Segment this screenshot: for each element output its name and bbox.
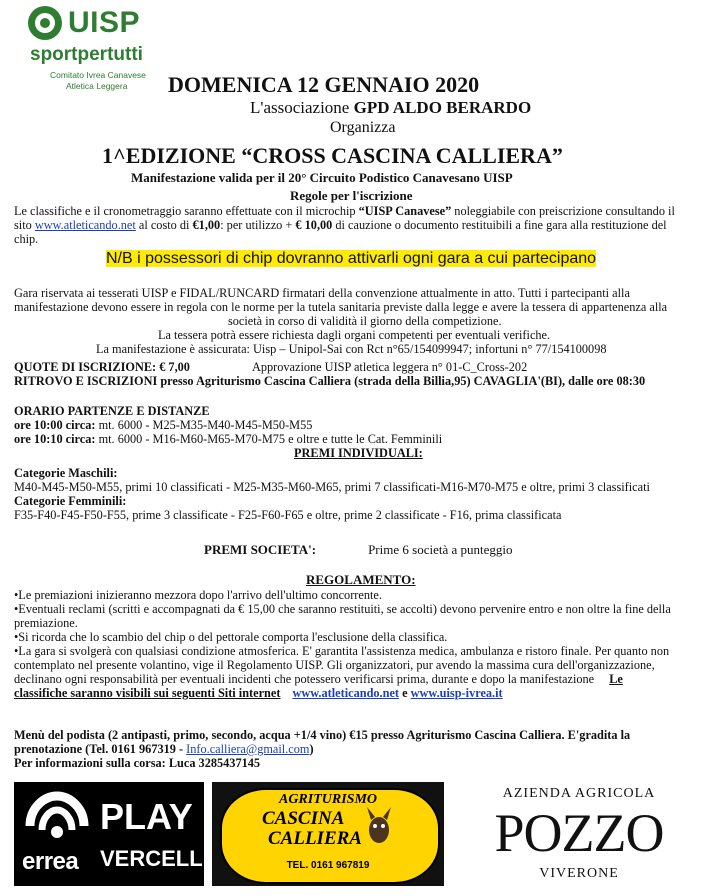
uisp-emblem-icon	[28, 6, 62, 40]
logo-sub2: Atletica Leggera	[66, 81, 128, 91]
agri-title: AGRITURISMO	[278, 792, 378, 807]
errea-emblem-icon	[20, 790, 94, 846]
agri-calliera: CALLIERA	[268, 828, 362, 849]
event-date: DOMENICA 12 GENNAIO 2020	[168, 72, 480, 97]
vercelli-label: VERCELLI	[100, 846, 209, 871]
association-name: GPD ALDO BERARDO	[353, 98, 532, 117]
logo-sub1: Comitato Ivrea Canavese	[50, 70, 146, 80]
quote-label: QUOTE DI ISCRIZIONE: € 7,00	[14, 360, 190, 374]
society-line: PREMI SOCIETA': Prime 6 società a punteggio	[204, 542, 513, 557]
errea-label: errea	[22, 848, 79, 875]
atleticando-link[interactable]: www.atleticando.net	[34, 218, 136, 232]
reserved-paragraph: Gara riservata ai tesserati UISP e FIDAL/RUNCARD firmatari della convenzione attualmente in atto. Tutti i partecipanti alla manifestazione devono essere in regola con le norme per la tutela sanitaria previste dalla legge e avere la tessera di appartenenza alla società in corso di validità il giorno della competizione. La tessera potrà essere richiesta dagli organi competenti per eventuali verifiche. La manifestazione è assicurata: Uisp – Unipol-Sai con Rct n°65/154099947; infortuni n° 77/154100098	[14, 286, 668, 356]
logo-tagline: sportpertutti	[30, 44, 143, 65]
rules-title: Regole per l'iscrizione	[290, 188, 413, 203]
uisp-ivrea-link[interactable]: www.uisp-ivrea.it	[410, 686, 503, 700]
valid-line: Manifestazione valida per il 20° Circuito Podistico Canavesano UISP	[131, 170, 513, 185]
female-text: F35-F40-F45-F50-F55, prime 3 classificate - F25-F60-F65 e oltre, prime 2 classificate - F16, prima classificata	[14, 508, 562, 522]
email-link[interactable]: Info.calliera@gmail.com	[186, 742, 310, 756]
agri-cascina: CASCINA	[262, 808, 345, 829]
logo-brand: UISP	[68, 6, 141, 39]
sponsors-bar	[0, 780, 720, 888]
errea-play-sponsor	[14, 782, 209, 886]
pozzo-sponsor	[452, 782, 706, 886]
association-line: L'associazione GPD ALDO BERARDO	[250, 98, 532, 117]
menu-block: Menù del podista (2 antipasti, primo, secondo, acqua +1/4 vino) €15 presso Agriturismo Cascina Calliera. E'gradita la prenotazione (Tel. 0161 967319 - Info.calliera@gmail.com) Per informazioni sulla corsa: Luca 3285437145	[14, 728, 631, 770]
play-label: PLAY	[100, 796, 193, 837]
schedule-title: ORARIO PARTENZE E DISTANZE	[14, 404, 210, 418]
organizza-label: Organizza	[330, 119, 396, 136]
pozzo-name: POZZO	[494, 803, 664, 863]
donkey-icon	[362, 806, 396, 846]
regolamento-title: REGOLAMENTO:	[306, 572, 416, 587]
fees-block	[14, 360, 714, 388]
uisp-logo	[28, 6, 158, 96]
female-title: Categorie Femminili:	[14, 494, 127, 508]
agriturismo-sponsor	[212, 782, 444, 886]
pozzo-top: AZIENDA AGRICOLA	[502, 786, 656, 801]
categories-block	[14, 466, 714, 522]
pozzo-bottom: VIVERONE	[539, 866, 619, 881]
approval-text: Approvazione UISP atletica leggera n° 01-C_Cross-202	[251, 360, 528, 374]
regolamento-block: •Le premiazioni inizieranno mezzora dopo l'arrivo dell'ultimo concorrente. •Eventuali reclami (scritti e accompagnati da € 15,00 che saranno restituiti, se accolti) devono pervenire entro e non oltre la fine della premiazione. •Si ricorda che lo scambio del chip o del pettorale comporta l'esclusione della classifica. •La gara si svolgerà con qualsiasi condizione atmosferica. E' garantita l'assistenza medica, ambulanza e ristoro finale. Per quanto non contemplato nel presente volantino, vige il Regolamento UISP. Gli organizzatori, pur avendo la massima cura dell'organizzazione, declinano ogni responsabilità per eventuali incidenti che potessero verificarsi prima, durante e dopo la manifestazione Le classifiche saranno visibili sui seguenti Siti internet www.atleticando.net e www.uisp-ivrea.it	[14, 588, 671, 700]
chip-paragraph: Le classifiche e il cronometraggio saranno effettuate con il microchip “UISP Canavese” noleggiabile con preiscrizione consultando il sito www.atleticando.net al costo di €1,00: per utilizzo + € 10,00 di cauzione o documento restituibili a fine gara alla restituzione del chip.	[14, 204, 675, 246]
event-title: 1^EDIZIONE “CROSS CASCINA CALLIERA”	[102, 143, 563, 168]
atleticando-link-2[interactable]: www.atleticando.net	[292, 686, 400, 700]
male-title: Categorie Maschili:	[14, 466, 118, 480]
premi-individuali-title: PREMI INDIVIDUALI:	[294, 446, 423, 460]
chip-notice: N/B i possessori di chip dovranno attivarli ogni gara a cui partecipano	[106, 250, 597, 267]
schedule-block: ORARIO PARTENZE E DISTANZE ore 10:00 circa: mt. 6000 - M25-M35-M40-M45-M50-M55 ore 10:10 circa: mt. 6000 - M16-M60-M65-M70-M75 e oltre e tutte le Cat. Femminili PREMI INDIVIDUALI:	[14, 404, 714, 460]
ritrovo-text: RITROVO E ISCRIZIONI presso Agriturismo Cascina Calliera (strada della Billia,95) CAVAGLIA'(BI), dalle ore 08:30	[14, 374, 646, 388]
agri-tel: TEL. 0161 967819	[286, 860, 370, 871]
male-text: M40-M45-M50-M55, primi 10 classificati - M25-M35-M60-M65, primi 7 classificati-M16-M70-M75 e oltre, primi 3 classificati	[14, 480, 650, 494]
